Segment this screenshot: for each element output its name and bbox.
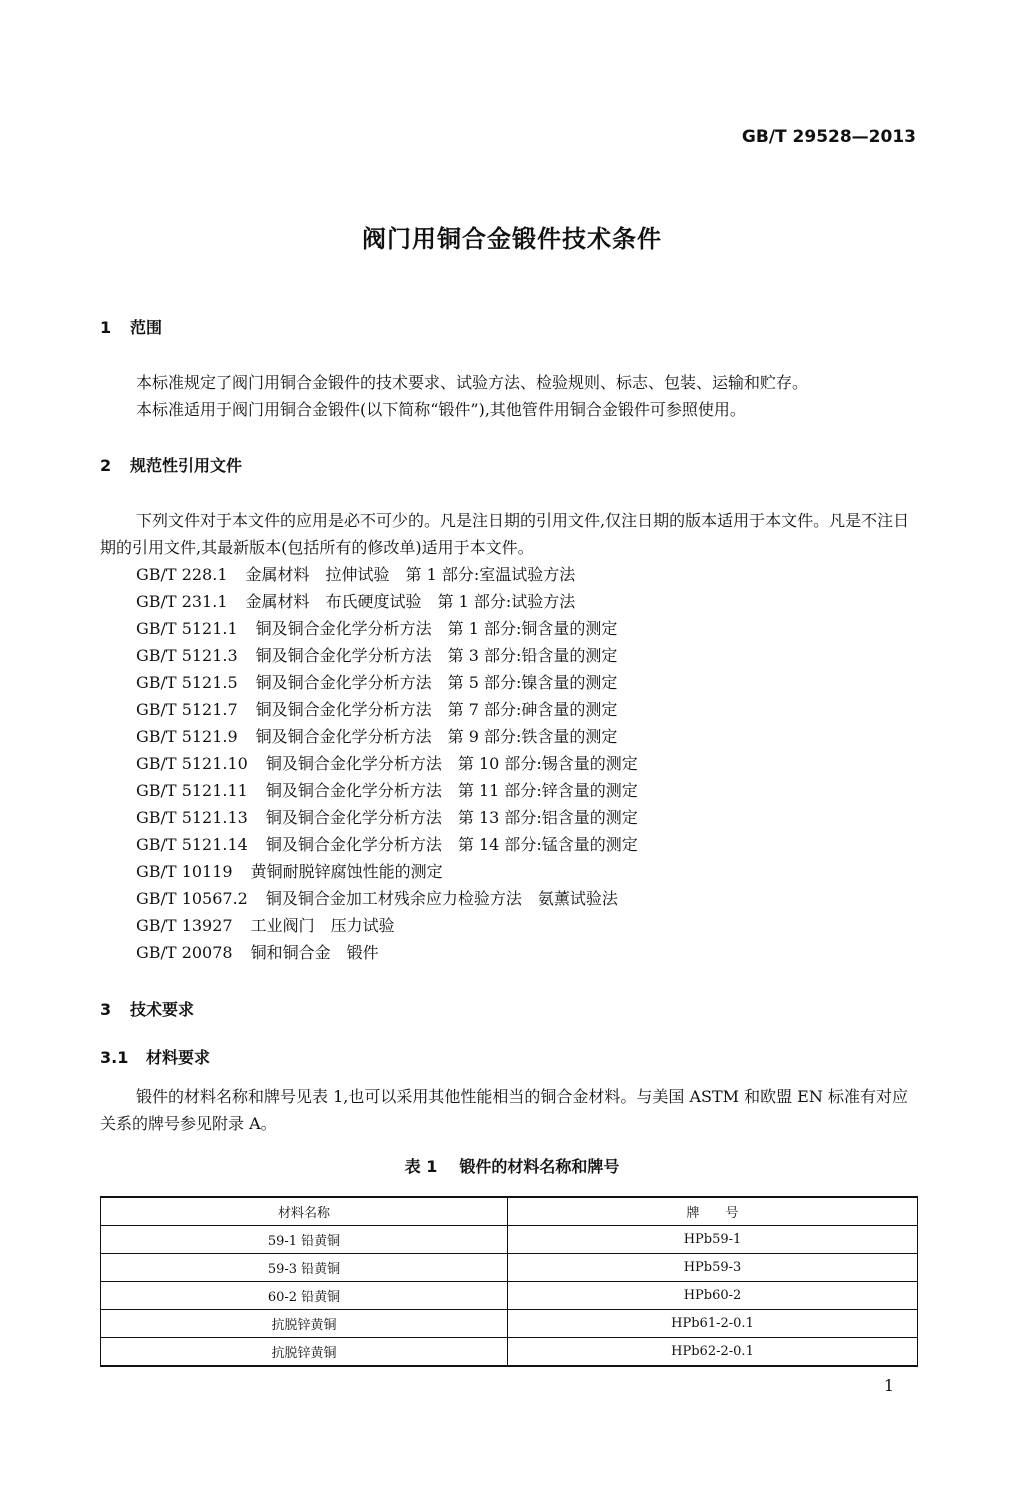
section-number: 3 [100,1000,112,1019]
table-title: 锻件的材料名称和牌号 [459,1157,620,1176]
section-1-heading [100,315,162,338]
cell-material-name: 59-1 铅黄铜 [101,1226,508,1254]
reference-code: GB/T 10567.2 [136,889,248,908]
reference-code: GB/T 5121.9 [136,727,238,746]
section-3-heading [100,997,194,1020]
reference-title: 铜及铜合金化学分析方法 第 14 部分:锰含量的测定 [265,835,638,854]
reference-title: 铜及铜合金化学分析方法 第 7 部分:砷含量的测定 [255,700,618,719]
reference-item [136,804,638,831]
cell-material-name: 60-2 铅黄铜 [101,1282,508,1310]
reference-title: 铜和铜合金 锻件 [250,943,379,962]
header-grade: 牌 号 [508,1197,918,1226]
section-title: 规范性引用文件 [130,456,243,475]
reference-title: 铜及铜合金化学分析方法 第 3 部分:铅含量的测定 [255,646,618,665]
section-title: 材料要求 [146,1048,211,1067]
cell-material-name: 59-3 铅黄铜 [101,1254,508,1282]
reference-code: GB/T 5121.3 [136,646,238,665]
reference-item [136,858,638,885]
reference-item [136,885,638,912]
reference-code: GB/T 228.1 [136,565,228,584]
reference-item [136,669,638,696]
reference-title: 铜及铜合金化学分析方法 第 5 部分:镍含量的测定 [255,673,618,692]
header-material-name: 材料名称 [101,1197,508,1226]
reference-code: GB/T 13927 [136,916,233,935]
table-row [101,1226,918,1254]
section-number: 3.1 [100,1048,129,1067]
section-title: 技术要求 [130,1000,195,1019]
reference-title: 铜及铜合金化学分析方法 第 11 部分:锌含量的测定 [265,781,638,800]
page-number: 1 [883,1376,894,1395]
reference-title: 金属材料 布氏硬度试验 第 1 部分:试验方法 [245,592,576,611]
document-title: 阀门用铜合金锻件技术条件 [362,225,662,253]
table-1-caption [0,1154,1024,1177]
table-row [101,1310,918,1338]
reference-title: 铜及铜合金化学分析方法 第 10 部分:锡含量的测定 [265,754,638,773]
cell-grade: HPb62-2-0.1 [508,1338,918,1367]
cell-grade: HPb59-1 [508,1226,918,1254]
reference-title: 铜及铜合金化学分析方法 第 9 部分:铁含量的测定 [255,727,618,746]
reference-code: GB/T 10119 [136,862,233,881]
reference-item [136,588,638,615]
reference-code: GB/T 5121.1 [136,619,238,638]
section-2-intro: 下列文件对于本文件的应用是必不可少的。凡是注日期的引用文件,仅注日期的版本适用于本文件。凡是不注日期的引用文件,其最新版本(包括所有的修改单)适用于本文件。 [100,511,910,557]
section-number: 1 [100,318,112,337]
table-row [101,1338,918,1367]
reference-item [136,642,638,669]
cell-grade: HPb60-2 [508,1282,918,1310]
table-body [101,1226,918,1367]
reference-title: 工业阀门 压力试验 [250,916,395,935]
reference-item [136,615,638,642]
reference-code: GB/T 5121.10 [136,754,248,773]
section-1-paragraph-2: 本标准适用于阀门用铜合金锻件(以下简称“锻件”),其他管件用铜合金锻件可参照使用。 [136,400,746,419]
reference-code: GB/T 20078 [136,943,233,962]
reference-item [136,696,638,723]
cell-material-name: 抗脱锌黄铜 [101,1338,508,1367]
reference-item [136,777,638,804]
table-row [101,1254,918,1282]
reference-code: GB/T 231.1 [136,592,228,611]
section-3-1-paragraph: 锻件的材料名称和牌号见表 1,也可以采用其他性能相当的铜合金材料。与美国 ASTM 和欧盟 EN 标准有对应关系的牌号参见附录 A。 [100,1087,908,1133]
reference-code: GB/T 5121.7 [136,700,238,719]
section-title: 范围 [130,318,163,337]
reference-title: 铜及铜合金化学分析方法 第 13 部分:铝含量的测定 [265,808,638,827]
reference-code: GB/T 5121.14 [136,835,248,854]
normative-references-list [136,561,638,966]
section-3-1-heading [100,1045,210,1068]
section-number: 2 [100,456,112,475]
cell-material-name: 抗脱锌黄铜 [101,1310,508,1338]
table-number: 表 1 [404,1157,438,1176]
section-2-heading [100,453,242,476]
reference-title: 金属材料 拉伸试验 第 1 部分:室温试验方法 [245,565,576,584]
reference-code: GB/T 5121.13 [136,808,248,827]
section-1-paragraph-1: 本标准规定了阀门用铜合金锻件的技术要求、试验方法、检验规则、标志、包装、运输和贮存。 [136,373,809,392]
cell-grade: HPb61-2-0.1 [508,1310,918,1338]
reference-title: 铜及铜合金化学分析方法 第 1 部分:铜含量的测定 [255,619,618,638]
materials-table [100,1196,918,1367]
table-row [101,1282,918,1310]
standard-code: GB/T 29528—2013 [741,127,916,147]
reference-item [136,831,638,858]
table-header-row [101,1197,918,1226]
reference-item [136,939,638,966]
reference-item [136,561,638,588]
cell-grade: HPb59-3 [508,1254,918,1282]
reference-item [136,723,638,750]
reference-code: GB/T 5121.5 [136,673,238,692]
reference-title: 黄铜耐脱锌腐蚀性能的测定 [250,862,443,881]
reference-title: 铜及铜合金加工材残余应力检验方法 氨薰试验法 [265,889,618,908]
reference-item [136,750,638,777]
reference-code: GB/T 5121.11 [136,781,248,800]
reference-item [136,912,638,939]
